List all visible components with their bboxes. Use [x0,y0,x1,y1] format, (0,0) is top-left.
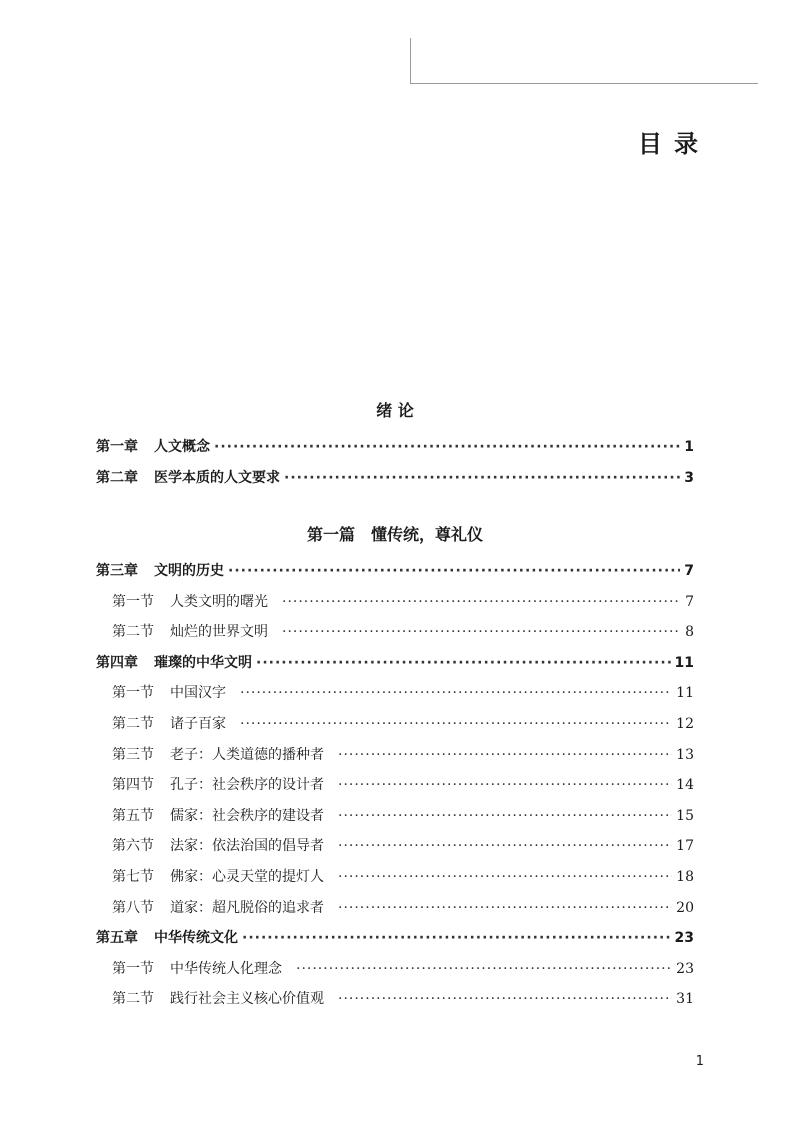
entry-page: 17 [676,838,694,855]
part-heading: 绪 论 [376,401,414,420]
toc-chapter-entry[interactable] [96,928,694,948]
entry-number: 第一章 [96,439,138,455]
dot-leader [256,653,671,673]
entry-number: 第一节 [112,685,154,702]
dot-leader [338,867,672,887]
entry-page: 20 [676,899,694,916]
entry-number: 第四节 [112,777,154,794]
entry-number: 第二章 [96,469,138,486]
entry-page: 23 [674,930,694,947]
dot-leader [338,989,672,1009]
toc-section-entry[interactable] [112,836,694,856]
entry-title: 中国汉字 [170,685,226,702]
entry-page: 11 [676,685,694,702]
dot-leader [338,806,672,826]
entry-number: 第五章 [96,930,138,947]
entry-number: 第一节 [112,593,154,610]
entry-number: 第一节 [112,960,154,977]
part-heading: 第一篇 懂传统，尊礼仪 [306,525,483,544]
entry-title: 法家：依法治国的倡导者 [170,838,324,855]
entry-page: 14 [676,777,694,794]
dot-leader [338,775,672,795]
dot-leader [282,622,681,642]
dot-leader [240,683,672,703]
dot-leader [338,898,672,918]
entry-page: 13 [676,746,694,763]
entry-title: 灿烂的世界文明 [170,624,268,641]
entry-page: 11 [674,654,694,671]
toc-section-entry[interactable] [112,622,694,642]
toc-section-entry[interactable] [112,592,694,612]
toc-section-entry[interactable] [112,775,694,795]
entry-page: 3 [684,469,694,486]
entry-page: 7 [685,593,694,610]
entry-number: 第四章 [96,654,138,671]
entry-number: 第八节 [112,899,154,916]
toc-section-entry[interactable] [112,714,694,734]
toc-section-entry[interactable] [112,959,694,979]
entry-page: 15 [676,807,694,824]
entry-title: 璀璨的中华文明 [154,654,252,671]
entry-page: 1 [684,439,694,455]
dot-leader [338,745,672,765]
entry-page: 23 [676,960,694,977]
toc-section-entry[interactable] [112,898,694,918]
entry-title: 人类文明的曙光 [170,593,268,610]
entry-number: 第三节 [112,746,154,763]
entry-number: 第二节 [112,716,154,732]
entry-title: 孔子：社会秩序的设计者 [170,777,324,794]
entry-page: 31 [676,991,694,1008]
entry-page: 12 [676,716,694,732]
entry-title: 道家：超凡脱俗的追求者 [170,899,324,916]
entry-title: 人文概念 [154,439,210,455]
dot-leader [296,959,672,979]
toc-section-entry[interactable] [112,867,694,887]
corner-rule-horizontal [410,83,758,84]
toc-section-entry[interactable] [112,806,694,826]
entry-title: 中华传统文化 [154,930,238,947]
dot-leader [282,592,681,612]
page-number: 1 [695,1054,704,1069]
entry-title: 医学本质的人文要求 [154,469,280,486]
toc-chapter-entry[interactable] [96,653,694,673]
dot-leader [284,468,680,488]
entry-title: 中华传统人化理念 [170,960,282,977]
corner-rule-vertical [410,38,411,84]
entry-title: 儒家：社会秩序的建设者 [170,807,324,824]
toc-chapter-entry[interactable] [96,437,694,457]
entry-number: 第六节 [112,838,154,855]
entry-page: 18 [676,869,694,885]
toc-section-entry[interactable] [112,989,694,1009]
dot-leader [242,928,671,948]
entry-title: 诸子百家 [170,716,226,732]
entry-title: 佛家：心灵天堂的提灯人 [170,869,324,885]
toc-section-entry[interactable] [112,745,694,765]
entry-number: 第二节 [112,624,154,641]
entry-page: 7 [684,563,694,579]
entry-page: 8 [685,624,694,641]
entry-number: 第七节 [112,869,154,885]
entry-number: 第三章 [96,563,138,579]
entry-title: 践行社会主义核心价值观 [170,991,324,1008]
dot-leader [240,714,672,734]
dot-leader [214,437,680,457]
toc-chapter-entry[interactable] [96,468,694,488]
page-title: 目录 [638,130,710,158]
entry-title: 老子：人类道德的播种者 [170,746,324,763]
entry-title: 文明的历史 [154,563,224,579]
dot-leader [228,561,680,581]
entry-number: 第二节 [112,991,154,1008]
toc-section-entry[interactable] [112,683,694,703]
toc-chapter-entry[interactable] [96,561,694,581]
dot-leader [338,836,672,856]
entry-number: 第五节 [112,807,154,824]
